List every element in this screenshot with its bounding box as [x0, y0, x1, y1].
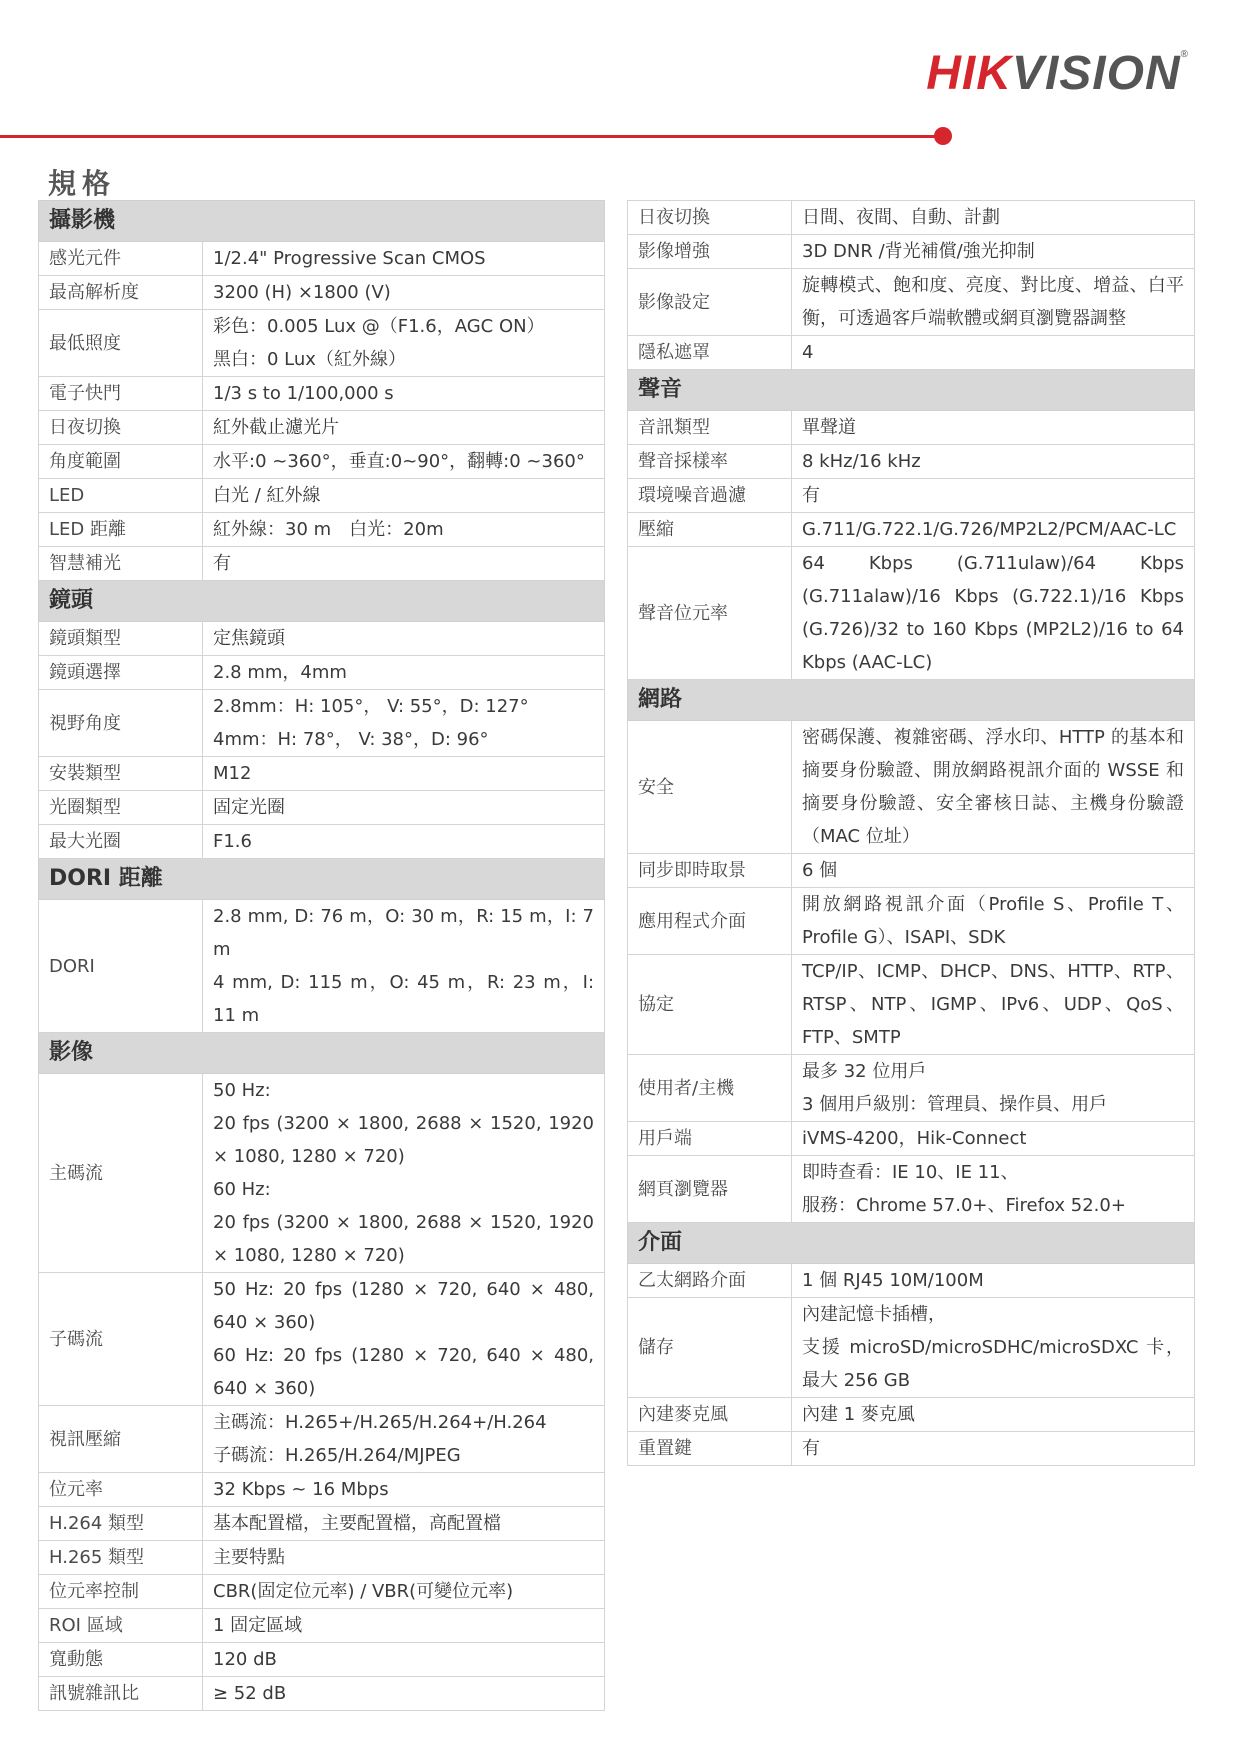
spec-row-dori-0	[39, 900, 605, 1033]
spec-value-line: 紅外線：30 m 白光：20m	[213, 519, 444, 540]
spec-value	[203, 377, 605, 411]
spec-label: 位元率控制	[39, 1575, 203, 1609]
spec-value	[203, 1609, 605, 1643]
spec-label: 同步即時取景	[628, 854, 792, 888]
spec-label: 感光元件	[39, 242, 203, 276]
spec-value	[792, 1432, 1195, 1466]
spec-value	[203, 1643, 605, 1677]
spec-row-image-1	[39, 1273, 605, 1406]
spec-value	[203, 1575, 605, 1609]
spec-label: 乙太網路介面	[628, 1264, 792, 1298]
spec-value	[203, 1677, 605, 1711]
spec-label: H.265 類型	[39, 1541, 203, 1575]
spec-table-left	[38, 200, 605, 1711]
section-header-image	[39, 1033, 605, 1074]
spec-label: ROI 區域	[39, 1609, 203, 1643]
spec-row-audio-0	[628, 411, 1195, 445]
section-header-audio	[628, 370, 1195, 411]
spec-value	[203, 1406, 605, 1473]
spec-value	[792, 445, 1195, 479]
spec-row-general-2	[628, 269, 1195, 336]
spec-row-network-4	[628, 1055, 1195, 1122]
spec-row-camera-2	[39, 310, 605, 377]
spec-value	[792, 336, 1195, 370]
spec-value	[792, 955, 1195, 1055]
spec-value-line: 50 Hz:	[213, 1080, 271, 1101]
spec-label: 最低照度	[39, 310, 203, 377]
section-header-dori	[39, 859, 605, 900]
spec-value	[203, 900, 605, 1033]
spec-row-image-0	[39, 1074, 605, 1273]
logo-vision: VISION	[1011, 47, 1181, 100]
section-title: 聲音	[628, 370, 1195, 411]
spec-value-line: TCP/IP、ICMP、DHCP、DNS、HTTP、RTP、RTSP、NTP、IGMP、IPv6、UDP、QoS、FTP、SMTP	[802, 961, 1184, 1048]
spec-value	[792, 721, 1195, 854]
spec-row-interface-1	[628, 1298, 1195, 1398]
spec-value-line: 3D DNR /背光補償/強光抑制	[802, 241, 1035, 262]
spec-value-line: 1/2.4" Progressive Scan CMOS	[213, 248, 486, 269]
spec-value	[203, 547, 605, 581]
spec-value	[792, 888, 1195, 955]
spec-row-audio-3	[628, 513, 1195, 547]
spec-value-line: 2.8mm：H: 105°， V: 55°，D: 127°	[213, 696, 529, 717]
spec-value-line: 60 Hz: 20 fps (1280 × 720, 640 × 480, 640 × 360)	[213, 1345, 595, 1399]
spec-row-network-2	[628, 888, 1195, 955]
spec-row-network-0	[628, 721, 1195, 854]
section-header-interface	[628, 1223, 1195, 1264]
spec-row-lens-2	[39, 690, 605, 757]
section-header-lens	[39, 581, 605, 622]
spec-value-line: 1 個 RJ45 10M/100M	[802, 1270, 984, 1291]
spec-value	[792, 1264, 1195, 1298]
spec-row-camera-0	[39, 242, 605, 276]
spec-value-line: 4mm：H: 78°， V: 38°，D: 96°	[213, 729, 489, 750]
spec-row-camera-7	[39, 513, 605, 547]
spec-row-camera-3	[39, 377, 605, 411]
spec-value	[203, 242, 605, 276]
section-title: 影像	[39, 1033, 605, 1074]
spec-label: 訊號雜訊比	[39, 1677, 203, 1711]
spec-value	[792, 1122, 1195, 1156]
spec-label: 應用程式介面	[628, 888, 792, 955]
spec-row-image-2	[39, 1406, 605, 1473]
logo-hik: HIK	[926, 47, 1012, 100]
spec-value-line: 6 個	[802, 860, 838, 881]
spec-value	[203, 690, 605, 757]
spec-row-audio-1	[628, 445, 1195, 479]
spec-value-line: 支援 microSD/microSDHC/microSDXC 卡，最大 256 GB	[802, 1337, 1184, 1391]
spec-row-lens-3	[39, 757, 605, 791]
spec-label: 安裝類型	[39, 757, 203, 791]
spec-value-line: 服務：Chrome 57.0+、Firefox 52.0+	[802, 1195, 1126, 1216]
spec-table-right	[627, 200, 1195, 1466]
spec-value	[792, 479, 1195, 513]
spec-row-audio-4	[628, 547, 1195, 680]
spec-label: LED	[39, 479, 203, 513]
spec-row-lens-0	[39, 622, 605, 656]
spec-row-image-6	[39, 1575, 605, 1609]
spec-label: 用戶端	[628, 1122, 792, 1156]
spec-value	[203, 411, 605, 445]
spec-value	[792, 1055, 1195, 1122]
section-title: 攝影機	[39, 201, 605, 242]
spec-value-line: 60 Hz:	[213, 1179, 271, 1200]
spec-row-lens-1	[39, 656, 605, 690]
spec-value-line: G.711/G.722.1/G.726/MP2L2/PCM/AAC-LC	[802, 519, 1177, 540]
spec-value	[792, 1156, 1195, 1223]
spec-label: 位元率	[39, 1473, 203, 1507]
spec-label: 日夜切換	[39, 411, 203, 445]
spec-label: 電子快門	[39, 377, 203, 411]
spec-value-line: 20 fps (3200 × 1800, 2688 × 1520, 1920 × 1080, 1280 × 720)	[213, 1113, 595, 1167]
spec-value-line: 紅外截止濾光片	[213, 417, 339, 438]
spec-value-line: 水平:0 ~360°，垂直:0~90°，翻轉:0 ~360°	[213, 451, 585, 472]
spec-row-network-3	[628, 955, 1195, 1055]
spec-label: 安全	[628, 721, 792, 854]
spec-label: 網頁瀏覽器	[628, 1156, 792, 1223]
spec-value	[792, 269, 1195, 336]
spec-value	[792, 854, 1195, 888]
spec-row-audio-2	[628, 479, 1195, 513]
spec-value-line: 1 固定區域	[213, 1615, 303, 1636]
spec-row-image-7	[39, 1609, 605, 1643]
spec-label: 日夜切換	[628, 201, 792, 235]
spec-label: 角度範圍	[39, 445, 203, 479]
spec-value	[792, 201, 1195, 235]
spec-row-interface-2	[628, 1398, 1195, 1432]
spec-value-line: 旋轉模式、飽和度、亮度、對比度、增益、白平衡，可透過客戶端軟體或網頁瀏覽器調整	[802, 275, 1184, 329]
spec-value	[203, 825, 605, 859]
spec-label: 鏡頭選擇	[39, 656, 203, 690]
spec-row-image-8	[39, 1643, 605, 1677]
spec-value-line: 3 個用戶級別：管理員、操作員、用戶	[802, 1094, 1108, 1115]
spec-label: 環境噪音過濾	[628, 479, 792, 513]
spec-row-network-1	[628, 854, 1195, 888]
spec-row-general-1	[628, 235, 1195, 269]
spec-row-image-3	[39, 1473, 605, 1507]
spec-label: 內建麥克風	[628, 1398, 792, 1432]
spec-value	[203, 513, 605, 547]
spec-value-line: 120 dB	[213, 1649, 277, 1670]
spec-label: 使用者/主機	[628, 1055, 792, 1122]
spec-value	[203, 622, 605, 656]
spec-label: 影像增強	[628, 235, 792, 269]
spec-label: 主碼流	[39, 1074, 203, 1273]
spec-row-camera-8	[39, 547, 605, 581]
spec-value-line: 內建 1 麥克風	[802, 1404, 915, 1425]
spec-value	[792, 411, 1195, 445]
spec-label: 最高解析度	[39, 276, 203, 310]
spec-value-line: 32 Kbps ~ 16 Mbps	[213, 1479, 389, 1500]
logo-reg-mark: ®	[1180, 49, 1189, 60]
spec-value-line: 日間、夜間、自動、計劃	[802, 207, 1000, 228]
spec-label: 重置鍵	[628, 1432, 792, 1466]
spec-value-line: 2.8 mm, D: 76 m，O: 30 m，R: 15 m，I: 7 m	[213, 906, 595, 960]
spec-value-line: 20 fps (3200 × 1800, 2688 × 1520, 1920 × 1080, 1280 × 720)	[213, 1212, 595, 1266]
spec-row-camera-5	[39, 445, 605, 479]
spec-value-line: M12	[213, 763, 252, 784]
spec-value-line: 黑白：0 Lux（紅外線）	[213, 349, 406, 370]
spec-value-line: 4	[802, 342, 814, 363]
header-red-dot	[934, 127, 952, 145]
spec-row-network-6	[628, 1156, 1195, 1223]
spec-value-line: 定焦鏡頭	[213, 628, 285, 649]
spec-value-line: 固定光圈	[213, 797, 285, 818]
spec-value-line: CBR(固定位元率) / VBR(可變位元率)	[213, 1581, 514, 1602]
spec-value	[203, 310, 605, 377]
spec-value-line: 有	[213, 553, 231, 574]
spec-label: 協定	[628, 955, 792, 1055]
spec-value	[203, 445, 605, 479]
spec-value	[203, 1473, 605, 1507]
spec-row-general-3	[628, 336, 1195, 370]
page-title: 規格	[48, 167, 117, 200]
spec-value	[792, 1298, 1195, 1398]
spec-value	[203, 1541, 605, 1575]
spec-label: 視訊壓縮	[39, 1406, 203, 1473]
spec-value-line: 64 Kbps (G.711ulaw)/64 Kbps (G.711alaw)/16 Kbps (G.722.1)/16 Kbps (G.726)/32 to 160 Kbps (MP2L2)/16 to 64 Kbps (AAC-LC)	[802, 553, 1184, 673]
header-red-line	[0, 135, 936, 138]
spec-value-line: 最多 32 位用戶	[802, 1061, 927, 1082]
spec-label: H.264 類型	[39, 1507, 203, 1541]
spec-value-line: 內建記憶卡插槽，	[802, 1304, 946, 1325]
spec-row-image-4	[39, 1507, 605, 1541]
spec-label: 隱私遮罩	[628, 336, 792, 370]
spec-value-line: 有	[802, 1438, 820, 1459]
spec-value	[792, 513, 1195, 547]
section-header-camera	[39, 201, 605, 242]
spec-row-interface-3	[628, 1432, 1195, 1466]
spec-value-line: 50 Hz: 20 fps (1280 × 720, 640 × 480, 640 × 360)	[213, 1279, 595, 1333]
spec-value-line: F1.6	[213, 831, 252, 852]
spec-row-image-9	[39, 1677, 605, 1711]
spec-value-line: 2.8 mm，4mm	[213, 662, 347, 683]
spec-label: 智慧補光	[39, 547, 203, 581]
spec-value-line: 子碼流：H.265/H.264/MJPEG	[213, 1445, 461, 1466]
spec-label: 壓縮	[628, 513, 792, 547]
spec-label: 音訊類型	[628, 411, 792, 445]
spec-value-line: iVMS-4200，Hik-Connect	[802, 1128, 1027, 1149]
spec-row-lens-4	[39, 791, 605, 825]
spec-value-line: 開放網路視訊介面（Profile S、Profile T、Profile G）、ISAPI、SDK	[802, 894, 1184, 948]
section-title: 鏡頭	[39, 581, 605, 622]
spec-label: 最大光圈	[39, 825, 203, 859]
spec-value	[203, 479, 605, 513]
spec-label: 聲音位元率	[628, 547, 792, 680]
spec-value	[203, 1273, 605, 1406]
spec-value-line: 有	[802, 485, 820, 506]
spec-row-network-5	[628, 1122, 1195, 1156]
spec-row-camera-4	[39, 411, 605, 445]
section-header-network	[628, 680, 1195, 721]
spec-row-lens-5	[39, 825, 605, 859]
spec-value	[203, 276, 605, 310]
spec-value	[792, 1398, 1195, 1432]
spec-value-line: 8 kHz/16 kHz	[802, 451, 921, 472]
spec-value-line: 主要特點	[213, 1547, 285, 1568]
spec-label: 儲存	[628, 1298, 792, 1398]
spec-label: 聲音採樣率	[628, 445, 792, 479]
spec-value	[203, 791, 605, 825]
spec-value	[792, 235, 1195, 269]
spec-label: LED 距離	[39, 513, 203, 547]
spec-row-camera-1	[39, 276, 605, 310]
spec-value-line: 白光 / 紅外線	[213, 485, 321, 506]
spec-value	[203, 757, 605, 791]
spec-label: 視野角度	[39, 690, 203, 757]
spec-value-line: 單聲道	[802, 417, 856, 438]
spec-value-line: 基本配置檔，主要配置檔，高配置檔	[213, 1513, 501, 1534]
spec-value-line: 即時查看：IE 10、IE 11、	[802, 1162, 1019, 1183]
section-title: DORI 距離	[39, 859, 605, 900]
spec-value	[792, 547, 1195, 680]
spec-value	[203, 1074, 605, 1273]
spec-value-line: ≥ 52 dB	[213, 1683, 287, 1704]
spec-label: 鏡頭類型	[39, 622, 203, 656]
spec-row-interface-0	[628, 1264, 1195, 1298]
spec-value-line: 3200 (H) ×1800 (V)	[213, 282, 391, 303]
spec-row-general-0	[628, 201, 1195, 235]
spec-label: 光圈類型	[39, 791, 203, 825]
spec-value-line: 1/3 s to 1/100,000 s	[213, 383, 394, 404]
hikvision-logo	[926, 47, 1189, 100]
spec-label: DORI	[39, 900, 203, 1033]
spec-value-line: 密碼保護、複雜密碼、浮水印、HTTP 的基本和摘要身份驗證、開放網路視訊介面的 WSSE 和摘要身份驗證、安全審核日誌、主機身份驗證（MAC 位址）	[802, 727, 1184, 847]
spec-value	[203, 1507, 605, 1541]
spec-value-line: 4 mm, D: 115 m，O: 45 m，R: 23 m，I: 11 m	[213, 972, 595, 1026]
spec-label: 影像設定	[628, 269, 792, 336]
spec-value-line: 主碼流：H.265+/H.265/H.264+/H.264	[213, 1412, 547, 1433]
spec-label: 子碼流	[39, 1273, 203, 1406]
section-title: 網路	[628, 680, 1195, 721]
spec-row-image-5	[39, 1541, 605, 1575]
spec-value	[203, 656, 605, 690]
spec-value-line: 彩色：0.005 Lux @（F1.6，AGC ON）	[213, 316, 545, 337]
spec-row-camera-6	[39, 479, 605, 513]
spec-label: 寬動態	[39, 1643, 203, 1677]
section-title: 介面	[628, 1223, 1195, 1264]
